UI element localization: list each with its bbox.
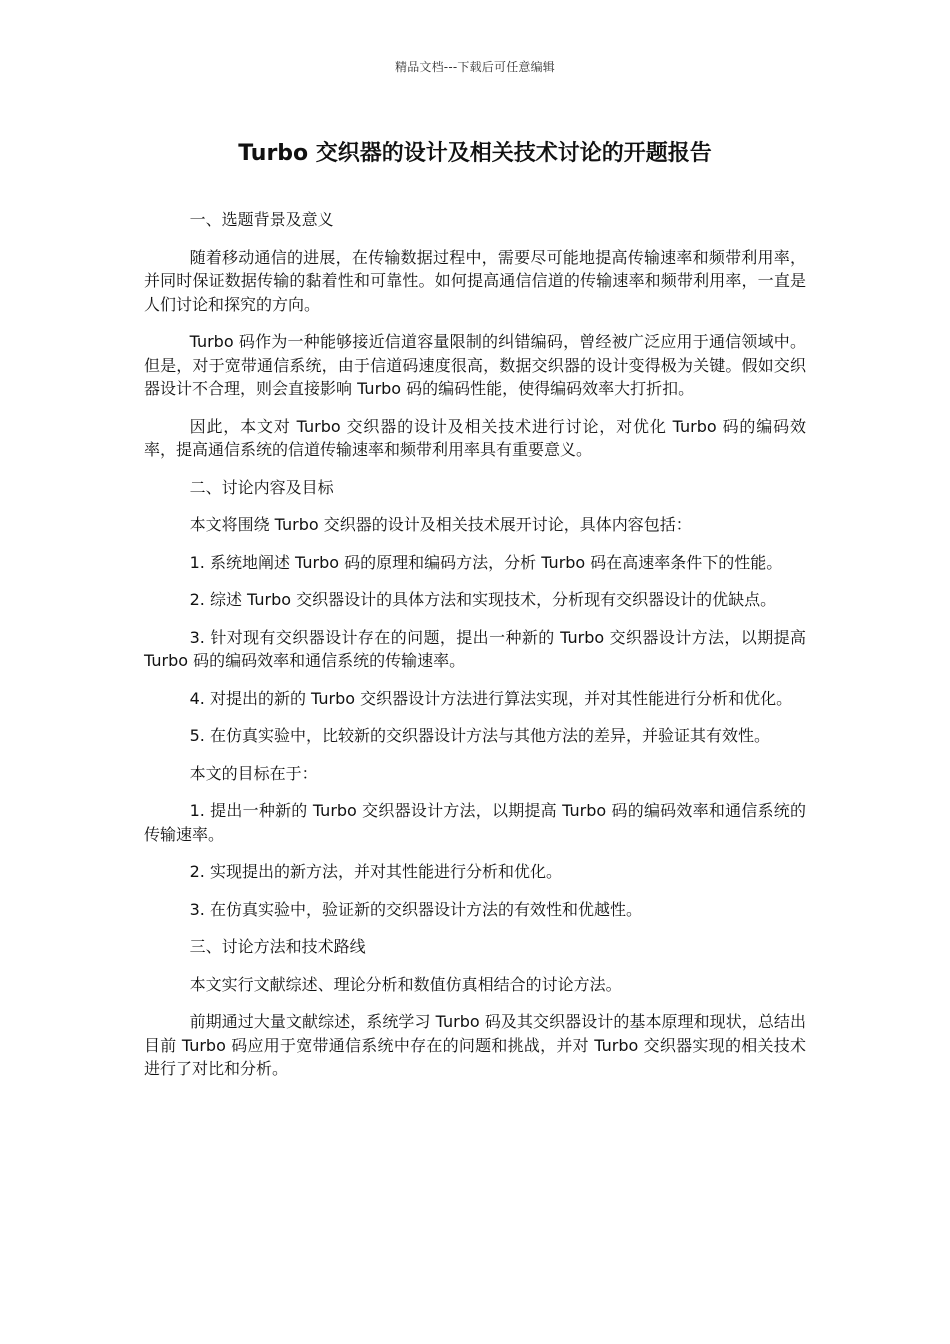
section-heading-background: 一、选题背景及意义 xyxy=(189,210,334,229)
paragraph: 前期通过大量文献综述，系统学习 Turbo 码及其交织器设计的基本原理和现状，总结出目前 Turbo 码应用于宽带通信系统中存在的问题和挑战，并对 Turbo 交织器实现的相关技术进行了对比和分析。 xyxy=(144,1012,806,1078)
paragraph: 随着移动通信的进展，在传输数据过程中，需要尽可能地提高传输速率和频带利用率，并同时保证数据传输的黏着性和可靠性。如何提高通信信道的传输速率和频带利用率，一直是人们讨论和探究的方向。 xyxy=(144,247,806,314)
list-item: 2. 综述 Turbo 交织器设计的具体方法和实现技术，分析现有交织器设计的优缺点。 xyxy=(189,590,777,609)
list-item: 3. 针对现有交织器设计存在的问题，提出一种新的 Turbo 交织器设计方法，以期提高 Turbo 码的编码效率和通信系统的传输速率。 xyxy=(144,627,806,670)
paragraph: 本文实行文献综述、理论分析和数值仿真相结合的讨论方法。 xyxy=(189,974,622,994)
section-heading-methods: 三、讨论方法和技术路线 xyxy=(189,937,366,956)
paragraph: Turbo 码作为一种能够接近信道容量限制的纠错编码，曾经被广泛应用于通信领域中。但是，对于宽带通信系统，由于信道码速度很高，数据交织器的设计变得极为关键。假如交织器设计不合理，则会直接影响 Turbo 码的编码性能，使得编码效率大打折扣。 xyxy=(144,332,806,398)
list-item: 5. 在仿真实验中，比较新的交织器设计方法与其他方法的差异，并验证其有效性。 xyxy=(189,726,770,745)
document-body xyxy=(144,208,806,1095)
header-note: 精品文档---下载后可任意编辑 xyxy=(395,60,555,74)
paragraph: 本文将围绕 Turbo 交织器的设计及相关技术展开讨论，具体内容包括： xyxy=(189,515,692,534)
paragraph: 因此，本文对 Turbo 交织器的设计及相关技术进行讨论，对优化 Turbo 码的编码效率，提高通信系统的信道传输速率和频带利用率具有重要意义。 xyxy=(144,416,806,459)
list-item: 2. 实现提出的新方法，并对其性能进行分析和优化。 xyxy=(189,862,562,881)
paragraph: 本文的目标在于： xyxy=(189,763,318,783)
list-item: 3. 在仿真实验中，验证新的交织器设计方法的有效性和优越性。 xyxy=(189,899,642,919)
list-item: 1. 系统地阐述 Turbo 码的原理和编码方法，分析 Turbo 码在高速率条件下的性能。 xyxy=(189,552,783,572)
document-title: Turbo 交织器的设计及相关技术讨论的开题报告 xyxy=(238,141,712,166)
list-item: 1. 提出一种新的 Turbo 交织器设计方法，以期提高 Turbo 码的编码效率和通信系统的传输速率。 xyxy=(144,801,806,844)
section-heading-content: 二、讨论内容及目标 xyxy=(189,477,334,497)
list-item: 4. 对提出的新的 Turbo 交织器设计方法进行算法实现，并对其性能进行分析和优化。 xyxy=(189,688,793,708)
